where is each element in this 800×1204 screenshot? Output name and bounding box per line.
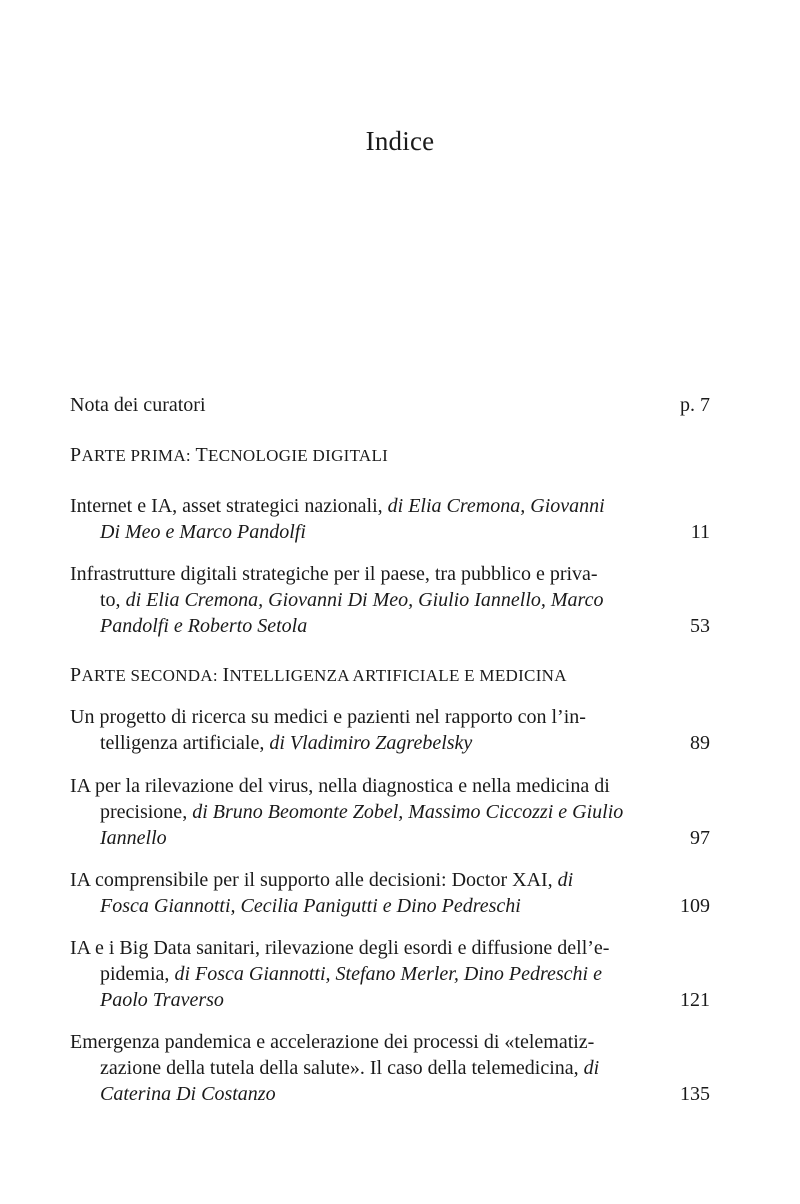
- toc-entry[interactable]: [70, 935, 710, 1013]
- entry-title: [70, 493, 645, 545]
- entry-line: [70, 799, 645, 825]
- entry-title: [70, 773, 645, 851]
- entry-line: [70, 613, 645, 639]
- entry-authors: di Fosca Giannotti, Stefano Merler, Dino Pedreschi e: [174, 963, 602, 985]
- page-number: 135: [680, 1083, 710, 1105]
- entry-title-text: IA per la rilevazione del virus, nella diagnostica e nella medicina di: [70, 775, 610, 797]
- page-number: p. 7: [680, 394, 710, 416]
- page-number: 53: [690, 615, 710, 637]
- entry-title-text: IA comprensibile per il supporto alle decisioni: Doctor XAI,: [70, 869, 558, 891]
- entry-line: [70, 730, 645, 756]
- entry-title: [70, 867, 645, 919]
- entry-authors: di Elia Cremona, Giovanni Di Meo, Giulio Iannello, Marco: [125, 589, 604, 611]
- entry-authors: Di Meo e Marco Pandolfi: [100, 521, 306, 543]
- entry-title-text: pidemia,: [100, 963, 175, 985]
- entry-line: [70, 935, 645, 961]
- toc-entry[interactable]: [70, 773, 710, 851]
- entry-title: [70, 704, 645, 756]
- entry-authors: di Vladimiro Zagrebelsky: [269, 732, 473, 754]
- toc-entry[interactable]: [70, 1029, 710, 1107]
- entry-line: [70, 867, 645, 893]
- entry-authors: Iannello: [100, 827, 167, 849]
- entry-line: [70, 773, 645, 799]
- entry-title-text: telligenza artificiale,: [100, 732, 270, 754]
- entry-line: [70, 1029, 645, 1055]
- part-heading: PARTE PRIMA: TECNOLOGIE DIGITALI: [70, 444, 389, 466]
- toc-entry[interactable]: [70, 493, 710, 545]
- entry-line: [70, 893, 645, 919]
- entry-title-text: Infrastrutture digitali strategiche per il paese, tra pubblico e priva-: [70, 563, 598, 585]
- entry-title-text: to,: [100, 589, 126, 611]
- toc-entry[interactable]: [70, 392, 710, 418]
- entry-title-text: Un progetto di ricerca su medici e pazienti nel rapporto con l’in-: [70, 706, 586, 728]
- entry-authors: di: [583, 1057, 600, 1079]
- entry-title: [70, 561, 645, 639]
- entry-line: [70, 392, 645, 418]
- entry-line: [70, 561, 645, 587]
- entry-line: [70, 519, 645, 545]
- entry-authors: Paolo Traverso: [100, 989, 224, 1011]
- toc-entry[interactable]: [70, 704, 710, 756]
- page-number: 89: [690, 732, 710, 754]
- entry-title-text: zazione della tutela della salute». Il caso della telemedicina,: [100, 1057, 584, 1079]
- entry-title-text: IA e i Big Data sanitari, rilevazione degli esordi e diffusione dell’e-: [70, 937, 610, 959]
- page-number: 121: [680, 989, 710, 1011]
- page-number: 11: [690, 521, 710, 543]
- entry-authors: Fosca Giannotti, Cecilia Panigutti e Dino Pedreschi: [100, 895, 521, 917]
- entry-authors: di Bruno Beomonte Zobel, Massimo Ciccozzi e Giulio: [192, 801, 624, 823]
- entry-title-text: precisione,: [100, 801, 193, 823]
- entry-authors: di Elia Cremona, Giovanni: [387, 495, 605, 517]
- entry-authors: Pandolfi e Roberto Setola: [100, 615, 308, 637]
- entry-line: [70, 987, 645, 1013]
- entry-line: [70, 1081, 645, 1107]
- entry-line: [70, 1055, 645, 1081]
- entry-line: [70, 961, 645, 987]
- entry-line: [70, 587, 645, 613]
- entry-title: [70, 935, 645, 1013]
- toc-entry[interactable]: [70, 867, 710, 919]
- page-title: Indice: [365, 126, 435, 156]
- part-heading: PARTE SECONDA: INTELLIGENZA ARTIFICIALE E MEDICINA: [70, 664, 567, 686]
- entry-authors: Caterina Di Costanzo: [100, 1083, 276, 1105]
- toc-entry[interactable]: [70, 561, 710, 639]
- page-number: 97: [690, 827, 710, 849]
- entry-title-text: Internet e IA, asset strategici nazionali,: [70, 495, 388, 517]
- entry-title-text: Emergenza pandemica e accelerazione dei processi di «telematiz-: [70, 1031, 595, 1053]
- page-number: 109: [680, 895, 710, 917]
- entry-title: [70, 392, 645, 418]
- entry-line: [70, 704, 645, 730]
- entry-title-text: Nota dei curatori: [70, 394, 206, 416]
- entry-title: [70, 1029, 645, 1107]
- entry-line: [70, 493, 645, 519]
- entry-line: [70, 825, 645, 851]
- entry-authors: di: [557, 869, 574, 891]
